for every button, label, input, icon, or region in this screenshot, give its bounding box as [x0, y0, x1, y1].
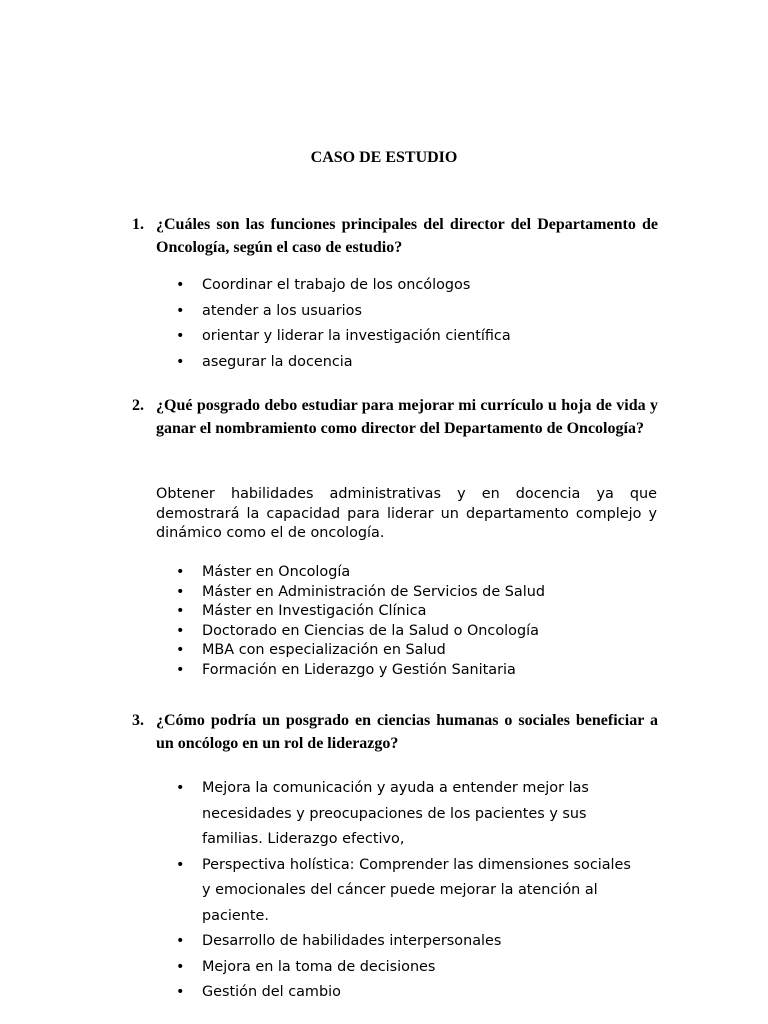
bullet-icon: •	[176, 958, 185, 975]
list-item-text: Coordinar el trabajo de los oncólogos	[202, 277, 471, 293]
bullet-icon: •	[176, 984, 185, 1000]
list-item	[176, 353, 636, 372]
bullet-icon: •	[176, 564, 185, 580]
answer-list-3	[176, 776, 636, 1006]
list-item-text: Mejora en la toma de decisiones	[202, 958, 436, 975]
list-item-text: asegurar la docencia	[202, 353, 353, 370]
question-text: ¿Qué posgrado debo estudiar para mejorar mi currículo u hoja de vida y ganar el nombramiento como director del Departamento de Oncología?	[156, 397, 658, 437]
list-item	[176, 563, 636, 583]
list-item	[176, 929, 636, 955]
question-number: 3.	[132, 712, 144, 729]
question-1	[132, 214, 658, 259]
question-number: 1.	[132, 216, 144, 233]
list-item	[176, 276, 636, 295]
list-item	[176, 776, 636, 853]
list-item	[176, 853, 636, 930]
bullet-icon: •	[176, 277, 185, 293]
answer-list-1	[176, 276, 636, 378]
question-2	[132, 395, 658, 440]
answer-list-2	[176, 563, 636, 681]
list-item	[176, 602, 636, 622]
list-item	[176, 661, 636, 681]
list-item	[176, 955, 636, 981]
list-item-text: Gestión del cambio	[202, 984, 341, 1000]
list-item	[176, 622, 636, 642]
list-item	[176, 583, 636, 603]
question-text: ¿Cuáles son las funciones principales del director del Departamento de Oncología, según el caso de estudio?	[156, 216, 658, 256]
bullet-icon: •	[176, 642, 185, 659]
list-item-text: Desarrollo de habilidades interpersonales	[202, 933, 502, 949]
list-item-text: Formación en Liderazgo y Gestión Sanitaria	[202, 661, 516, 678]
bullet-icon: •	[176, 856, 185, 873]
list-item-text: Máster en Administración de Servicios de Salud	[202, 583, 545, 600]
bullet-icon: •	[176, 780, 185, 796]
bullet-icon: •	[176, 302, 185, 319]
list-item-text: atender a los usuarios	[202, 302, 362, 319]
bullet-icon: •	[176, 603, 185, 620]
list-item-text: orientar y liderar la investigación científica	[202, 328, 511, 344]
list-item-text: Máster en Investigación Clínica	[202, 603, 427, 620]
list-item	[176, 327, 636, 346]
list-item	[176, 980, 636, 1006]
list-item-text: MBA con especialización en Salud	[202, 642, 446, 659]
bullet-icon: •	[176, 622, 185, 639]
question-3	[132, 710, 658, 755]
list-item	[176, 302, 636, 321]
list-item-text: Máster en Oncología	[202, 564, 351, 580]
bullet-icon: •	[176, 328, 185, 344]
bullet-icon: •	[176, 353, 185, 370]
list-item-text: Doctorado en Ciencias de la Salud o Oncología	[202, 622, 539, 639]
list-item	[176, 641, 636, 661]
list-item-text: Mejora la comunicación y ayuda a entender mejor las necesidades y preocupaciones de los pacientes y sus familias. Liderazgo efectivo,	[202, 780, 589, 847]
bullet-icon: •	[176, 933, 185, 949]
bullet-icon: •	[176, 583, 185, 600]
question-text: ¿Cómo podría un posgrado en ciencias humanas o sociales beneficiar a un oncólogo en un rol de liderazgo?	[156, 712, 658, 752]
answer-paragraph-2: Obtener habilidades administrativas y en docencia ya que demostrará la capacidad para liderar un departamento complejo y dinámico como el de oncología.	[156, 486, 657, 541]
list-item-text: Perspectiva holística: Comprender las dimensiones sociales y emocionales del cáncer puede mejorar la atención al paciente.	[202, 856, 631, 924]
bullet-icon: •	[176, 661, 185, 678]
question-number: 2.	[132, 397, 144, 414]
page-title: CASO DE ESTUDIO	[310, 149, 458, 166]
